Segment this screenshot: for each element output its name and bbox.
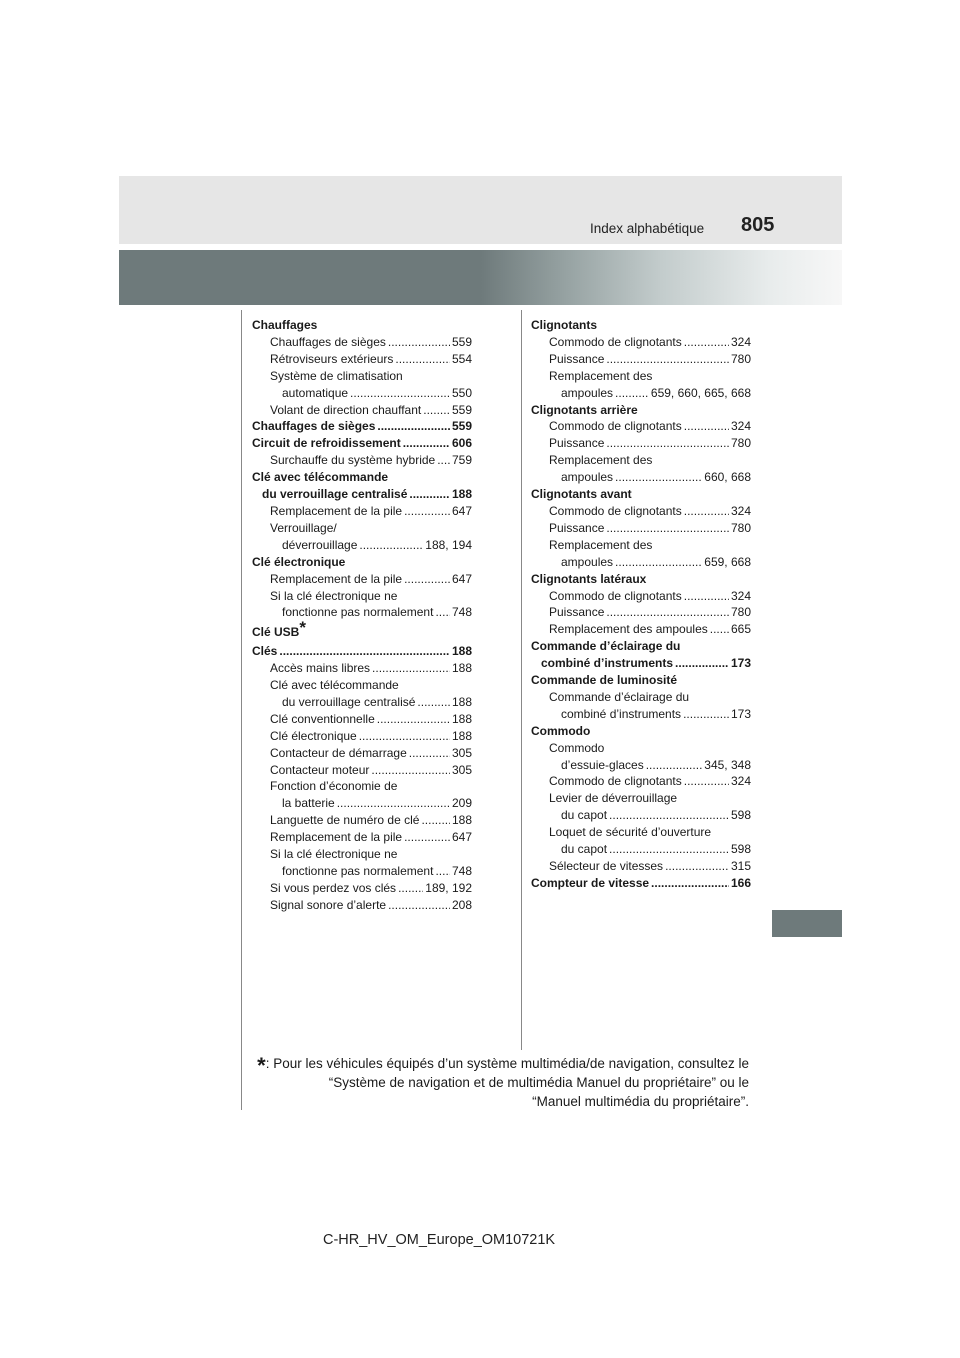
leader-dots	[684, 773, 729, 790]
index-entry	[531, 571, 751, 588]
index-entry	[252, 643, 472, 660]
index-entry-page: 208	[451, 897, 472, 912]
index-entry-page: 598	[730, 808, 751, 823]
index-entry-text: Languette de numéro de clé	[270, 813, 420, 828]
index-entry-text: Clé conventionnelle	[270, 711, 375, 726]
leader-dots	[371, 762, 450, 779]
index-entry-text: Levier de déverrouillage	[549, 791, 678, 806]
index-entry	[252, 795, 472, 812]
index-entry-text: Commodo de clignotants	[549, 503, 682, 518]
index-entry	[531, 655, 751, 672]
leader-dots	[710, 621, 729, 638]
leader-dots	[606, 351, 729, 368]
index-entry	[252, 537, 472, 554]
index-entry	[531, 520, 751, 537]
leader-dots	[409, 745, 450, 762]
index-entry-text: Commande de luminosité	[531, 673, 678, 688]
index-entry-text: Chauffages	[252, 318, 318, 332]
header-gradient-bar	[119, 250, 842, 305]
leader-dots	[615, 385, 649, 402]
index-entry-text: Clignotants arrière	[531, 402, 638, 417]
page-section-title: Index alphabétique	[590, 221, 705, 236]
page-number: 805	[741, 214, 775, 236]
index-entry-page: 559	[451, 419, 472, 434]
index-entry	[252, 762, 472, 779]
index-entry	[531, 486, 751, 503]
index-entry-page: 315	[730, 859, 751, 873]
leader-dots	[684, 588, 729, 605]
index-entry-text: Clé avec télécommande	[252, 470, 389, 485]
index-entry-page: 324	[730, 419, 751, 434]
index-entry	[252, 618, 472, 641]
leader-dots	[606, 604, 729, 621]
index-entry-page: 345, 348	[704, 757, 751, 772]
leader-dots	[684, 334, 729, 351]
index-entry	[531, 824, 751, 841]
index-entry	[531, 334, 751, 351]
index-entry	[531, 385, 751, 402]
leader-dots	[675, 655, 729, 672]
index-entry-page: 780	[730, 436, 751, 451]
index-entry	[531, 368, 751, 385]
index-entry-text: Rétroviseurs extérieurs	[270, 351, 394, 366]
leader-dots	[279, 643, 450, 660]
index-entry-page: 647	[451, 503, 472, 518]
leader-dots	[372, 660, 450, 677]
leader-dots	[646, 757, 703, 774]
leader-dots	[683, 706, 729, 723]
leader-dots	[404, 571, 450, 588]
index-entry	[252, 368, 472, 385]
index-entry-text: Loquet de sécurité d’ouverture	[549, 825, 712, 840]
index-entry	[252, 317, 472, 334]
index-entry-text: Clé USB	[252, 625, 300, 640]
index-entry-page: 780	[730, 605, 751, 620]
index-entry-text: Sélecteur de vitesses	[549, 859, 664, 873]
index-entry-text: la batterie	[282, 796, 335, 811]
index-entry-text: ampoules	[561, 470, 614, 485]
index-entry-text: Accès mains libres	[270, 661, 371, 676]
leader-dots	[609, 807, 729, 824]
index-entry-text: Commande d’éclairage du	[531, 639, 681, 654]
leader-dots	[435, 604, 450, 621]
index-entry-page: 188, 194	[425, 537, 472, 552]
index-entry-text: fonctionne pas normalement	[282, 864, 434, 878]
index-entry-text: Clignotants	[531, 318, 597, 332]
index-entry	[252, 880, 472, 897]
index-entry-page: 209	[451, 796, 472, 811]
index-entry	[531, 740, 751, 757]
index-entry	[252, 554, 472, 571]
index-entry-text: Chauffages de sièges	[252, 419, 376, 434]
index-entry	[252, 677, 472, 694]
index-entry	[252, 588, 472, 605]
index-entry	[252, 469, 472, 486]
index-entry-text: Commodo de clignotants	[549, 419, 682, 434]
index-entry	[531, 317, 751, 334]
index-entry	[531, 790, 751, 807]
index-entry-text: Commande d’éclairage du	[549, 689, 690, 704]
index-entry	[531, 672, 751, 689]
leader-dots	[665, 858, 729, 875]
index-entry-text: Commodo de clignotants	[549, 334, 682, 349]
index-entry-text: Remplacement de la pile	[270, 571, 403, 586]
index-entry-text: Puissance	[549, 605, 605, 620]
index-entry-text: Puissance	[549, 520, 605, 535]
index-entry-text: Remplacement des	[549, 537, 653, 552]
index-entry-text: Remplacement des	[549, 368, 653, 383]
index-entry-page: 759	[451, 453, 472, 468]
leader-dots	[359, 537, 423, 554]
index-entry	[252, 660, 472, 677]
index-entry-page: 559	[451, 334, 472, 349]
index-entry-text: combiné d’instruments	[561, 706, 682, 721]
index-entry-page: 559	[451, 402, 472, 417]
index-entry-page: 173	[730, 706, 751, 721]
index-entry-page: 305	[451, 762, 472, 777]
index-entry-text: Remplacement des ampoules	[549, 622, 708, 637]
index-entry-text: du verrouillage centralisé	[282, 694, 416, 709]
index-entry-text: Commodo	[531, 723, 591, 738]
index-entry-page: 660, 668	[704, 470, 751, 485]
index-entry-page: 166	[730, 875, 751, 890]
footnote-line-1: : Pour les véhicules équipés d’un système multimédia/de navigation, consultez le	[265, 1056, 749, 1071]
index-entry-page: 324	[730, 503, 751, 518]
header-band	[119, 176, 842, 244]
index-entry-page: 647	[451, 571, 472, 586]
leader-dots	[350, 385, 450, 402]
index-entry-page: 324	[730, 774, 751, 789]
index-entry-text: du capot	[561, 808, 608, 823]
index-entry-page: 659, 668	[704, 554, 751, 569]
leader-dots	[684, 503, 729, 520]
index-entry-page: 748	[451, 605, 472, 620]
index-entry-text: d’essuie-glaces	[561, 757, 644, 772]
index-entry	[252, 897, 472, 914]
leader-dots	[609, 841, 729, 858]
index-entry	[252, 604, 472, 621]
index-entry-text: déverrouillage	[282, 537, 358, 552]
index-entry-text: du verrouillage centralisé	[262, 487, 408, 502]
index-entry-text: fonctionne pas normalement	[282, 605, 434, 620]
index-entry	[252, 728, 472, 745]
index-entry	[531, 588, 751, 605]
index-entry-text: automatique	[282, 385, 349, 400]
index-entry-text: Fonction d’économie de	[270, 779, 398, 794]
index-entry-text: Clés	[252, 644, 278, 659]
index-entry-text: Clé électronique	[270, 728, 357, 743]
index-entry-page: 188	[451, 661, 472, 676]
index-entry	[252, 351, 472, 368]
index-entry	[531, 807, 751, 824]
index-entry	[531, 638, 751, 655]
index-entry-page: 305	[451, 745, 472, 760]
leader-dots	[404, 503, 450, 520]
leader-dots	[388, 334, 450, 351]
leader-dots	[423, 402, 450, 419]
leader-dots	[437, 452, 450, 469]
index-entry	[252, 503, 472, 520]
index-entry-text: Puissance	[549, 436, 605, 451]
index-entry-page: 780	[730, 351, 751, 366]
leader-dots	[398, 880, 423, 897]
leader-dots	[388, 897, 450, 914]
index-entry	[531, 723, 751, 740]
leader-dots	[377, 711, 450, 728]
index-entry	[531, 503, 751, 520]
index-entry-text: Remplacement des	[549, 453, 653, 468]
index-entry-page: 665	[730, 622, 751, 637]
index-entry-page: 606	[451, 436, 472, 451]
index-entry-page: 188	[451, 694, 472, 709]
leader-dots	[615, 554, 702, 571]
index-entry-page: 188	[451, 487, 472, 502]
index-entry-text: Contacteur de démarrage	[270, 745, 407, 760]
index-entry-text: Clé avec télécommande	[270, 678, 399, 693]
index-entry-text: Commodo de clignotants	[549, 774, 682, 789]
index-entry	[252, 385, 472, 402]
index-entry	[531, 537, 751, 554]
index-entry	[531, 452, 751, 469]
index-entry-text: ampoules	[561, 385, 614, 400]
index-entry	[252, 520, 472, 537]
index-entry-text: Clé électronique	[252, 554, 346, 569]
index-entry	[531, 773, 751, 790]
index-entry	[531, 875, 751, 892]
index-entry-text: Si vous perdez vos clés	[270, 880, 397, 895]
index-entry	[252, 435, 472, 452]
index-entry	[531, 554, 751, 571]
index-entry	[531, 858, 751, 875]
index-entry-text: Volant de direction chauffant	[270, 402, 422, 417]
index-entry	[252, 418, 472, 435]
index-entry	[252, 829, 472, 846]
index-entry	[531, 689, 751, 706]
leader-dots	[606, 520, 729, 537]
index-entry	[252, 863, 472, 880]
index-entry-page: 189, 192	[425, 880, 472, 895]
index-entry-page: 550	[451, 385, 472, 400]
index-entry-text: Remplacement de la pile	[270, 830, 403, 845]
index-entry	[252, 711, 472, 728]
index-entry-text: Surchauffe du système hybride	[270, 453, 436, 468]
leader-dots	[684, 418, 729, 435]
leader-dots	[395, 351, 450, 368]
index-column-left	[252, 317, 472, 914]
chapter-side-tab	[772, 910, 842, 937]
index-entry-page: 188	[451, 711, 472, 726]
leader-dots	[359, 728, 450, 745]
index-entry	[252, 402, 472, 419]
index-entry-page: 188	[451, 728, 472, 743]
index-entry	[531, 621, 751, 638]
index-entry-text: Si la clé électronique ne	[270, 588, 398, 603]
column-divider-rule	[521, 310, 522, 1050]
index-entry	[252, 694, 472, 711]
index-entry	[531, 706, 751, 723]
index-entry	[252, 812, 472, 829]
index-entry-text: ampoules	[561, 554, 614, 569]
index-entry	[531, 604, 751, 621]
index-entry-text: Clignotants latéraux	[531, 571, 647, 586]
index-entry-page: 647	[451, 830, 472, 845]
footnote	[250, 1051, 749, 1111]
index-entry	[531, 841, 751, 858]
index-entry-text: Puissance	[549, 351, 605, 366]
index-entry	[531, 435, 751, 452]
index-entry	[531, 402, 751, 419]
index-entry-page: 659, 660, 665, 668	[650, 385, 751, 400]
leader-dots	[417, 694, 450, 711]
leader-dots	[409, 486, 450, 503]
leader-dots	[606, 435, 729, 452]
footnote-line-3: “Manuel multimédia du propriétaire”.	[532, 1094, 749, 1109]
index-entry-text: Compteur de vitesse	[531, 875, 650, 890]
footnote-line-2: “Système de navigation et de multimédia Manuel du propriétaire” ou le	[328, 1075, 749, 1090]
index-entry	[531, 418, 751, 435]
leader-dots	[421, 812, 450, 829]
index-entry-text: Remplacement de la pile	[270, 503, 403, 518]
index-entry-text: Verrouillage/	[270, 520, 337, 535]
leader-dots	[651, 875, 729, 892]
index-entry-text: Clignotants avant	[531, 487, 632, 502]
index-entry-text: Contacteur moteur	[270, 762, 370, 777]
index-entry	[252, 334, 472, 351]
index-entry	[252, 778, 472, 795]
index-entry-text: du capot	[561, 842, 608, 857]
index-entry	[531, 351, 751, 368]
leader-dots	[337, 795, 450, 812]
index-entry-page: 598	[730, 842, 751, 857]
index-entry-text: combiné d’instruments	[541, 656, 674, 671]
index-entry-text: Commodo	[549, 740, 605, 755]
document-code: C-HR_HV_OM_Europe_OM10721K	[323, 1232, 556, 1248]
index-entry-text: Système de climatisation	[270, 368, 403, 383]
leader-dots	[404, 829, 450, 846]
index-entry	[531, 757, 751, 774]
index-entry	[252, 846, 472, 863]
footnote-asterisk: *	[257, 1053, 266, 1078]
index-entry-page: 173	[730, 656, 751, 671]
index-entry-page: 188	[451, 644, 472, 659]
index-column-right	[531, 317, 751, 892]
leader-dots	[377, 418, 450, 435]
index-entry-text: Chauffages de sièges	[270, 334, 386, 349]
leader-dots	[615, 469, 702, 486]
index-entry-page: 324	[730, 334, 751, 349]
index-entry-page: 780	[730, 520, 751, 535]
index-entry-page: 748	[451, 864, 472, 878]
index-entry	[531, 469, 751, 486]
index-entry-text: Circuit de refroidissement	[252, 436, 401, 451]
index-entry	[252, 486, 472, 503]
index-entry-text: Signal sonore d’alerte	[270, 897, 387, 912]
index-entry-page: 188	[451, 813, 472, 828]
footnote-marker: *	[299, 618, 306, 638]
leader-dots	[403, 435, 450, 452]
index-entry-page: 554	[451, 351, 472, 366]
index-entry	[252, 571, 472, 588]
index-entry-text: Commodo de clignotants	[549, 588, 682, 603]
index-entry-page: 324	[730, 588, 751, 603]
leader-dots	[435, 863, 450, 880]
index-entry	[252, 745, 472, 762]
index-entry-text: Si la clé électronique ne	[270, 847, 398, 862]
left-margin-rule	[241, 310, 242, 1110]
index-entry	[252, 452, 472, 469]
